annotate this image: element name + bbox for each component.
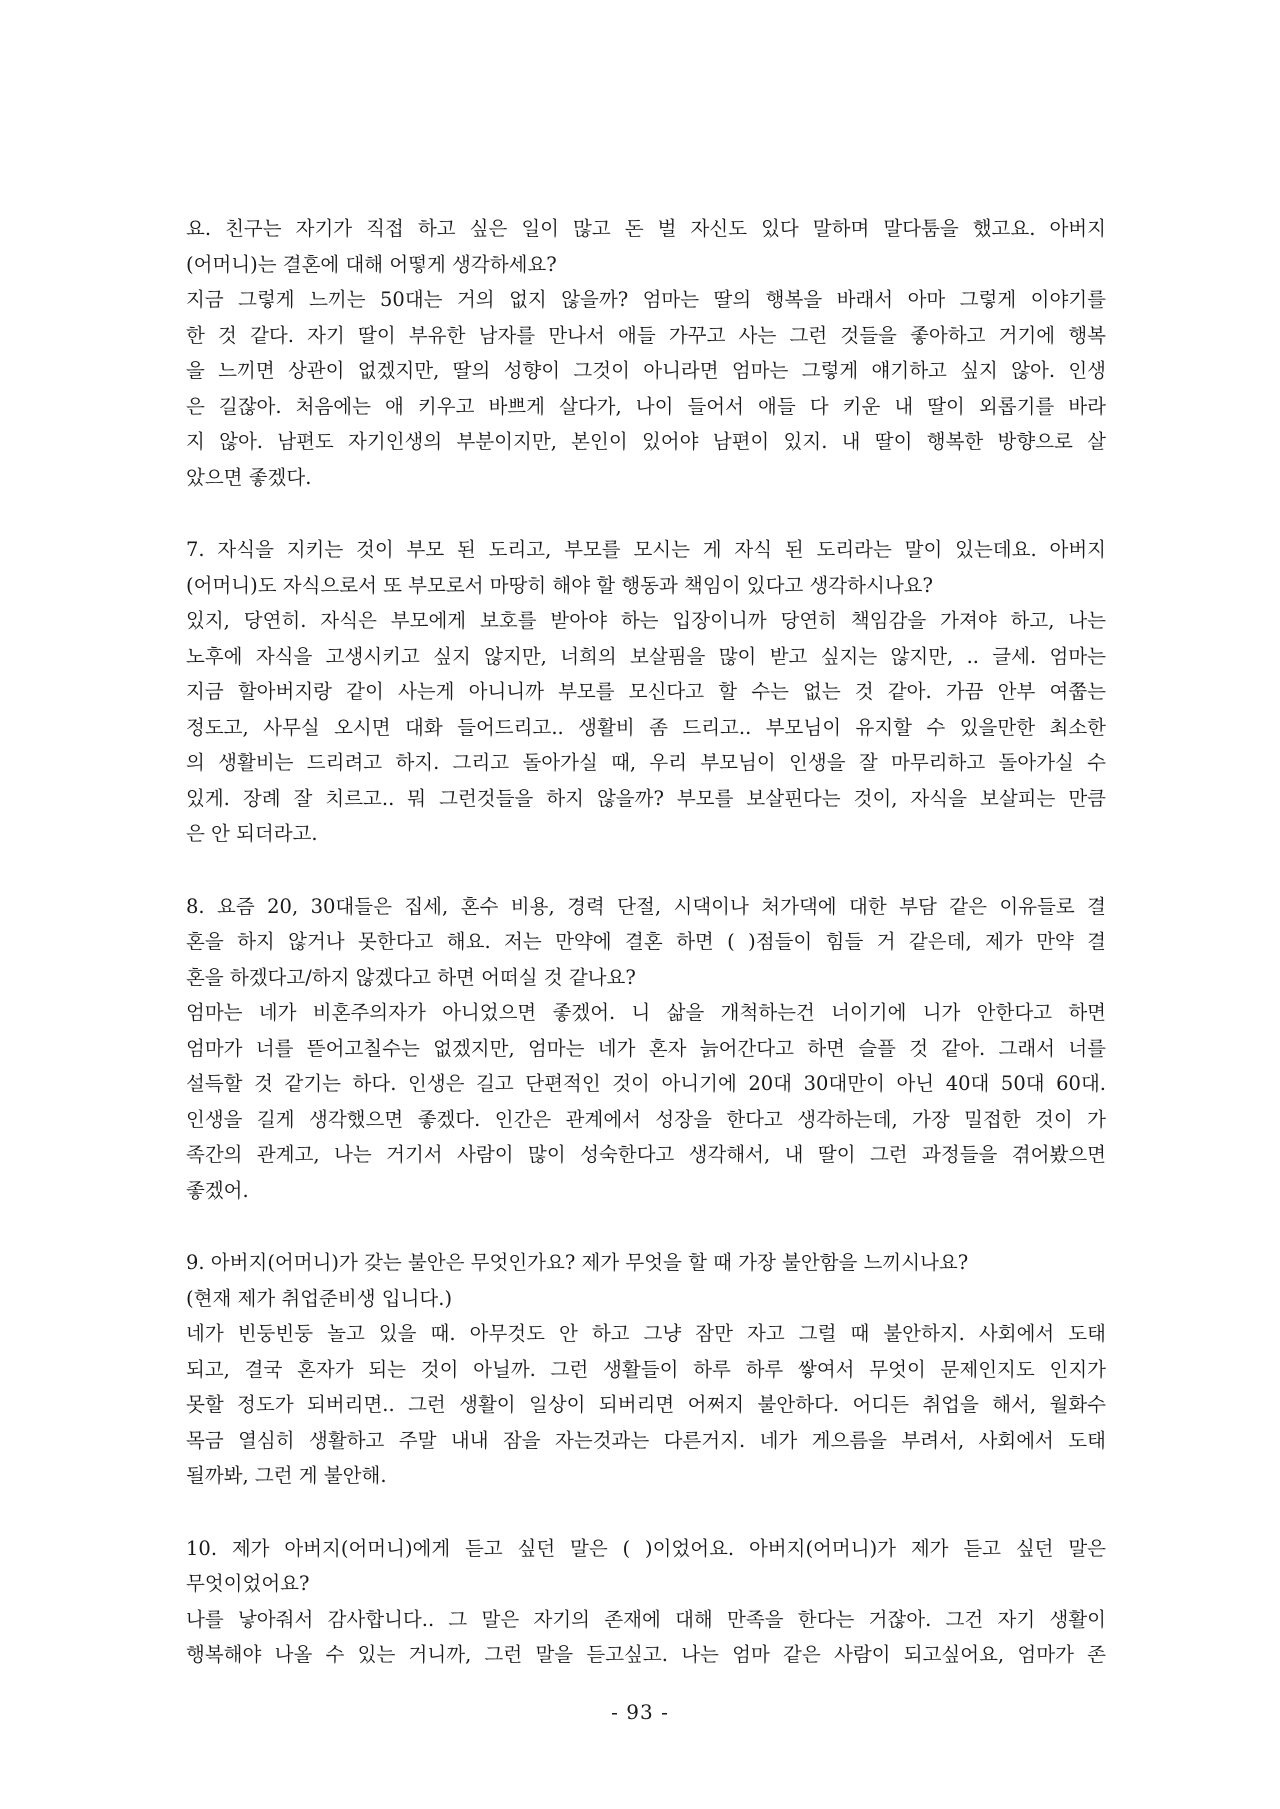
text-line: 요. 친구는 자기가 직접 하고 싶은 일이 많고 돈 벌 자신도 있다 말하며 말다툼을 했고요. 아버지 (186, 217, 1106, 240)
answer-line: 은 안 되더라고. (186, 822, 318, 845)
question-line: 9. 아버지(어머니)가 갖는 불안은 무엇인가요? 제가 무엇을 할 때 가장 불안함을 느끼시나요? (186, 1251, 969, 1274)
question-line: (현재 제가 취업준비생 입니다.) (186, 1286, 453, 1310)
answer-line: 지금 할아버지랑 같이 사는게 아니니까 부모를 모신다고 할 수는 없는 것 같아. 가끔 안부 여쭙는 (186, 680, 1106, 703)
answer-line: 목금 열심히 생활하고 주말 내내 잠을 자는것과는 다른거지. 네가 게으름을 부려서, 사회에서 도태 (186, 1428, 1106, 1452)
question-line: 7. 자식을 지키는 것이 부모 된 도리고, 부모를 모시는 게 자식 된 도리라는 말이 있는데요. 아버지 (186, 538, 1106, 561)
paragraph-gap (186, 1208, 1106, 1245)
question-line: 혼을 하겠다고/하지 않겠다고 하면 어떠실 것 같나요? (186, 965, 636, 989)
paragraph-gap (186, 495, 1106, 532)
answer-line: 좋겠어. (186, 1178, 249, 1202)
answer-line: 있게. 장례 잘 치르고.. 뭐 그런것들을 하지 않을까? 부모를 보살핀다는 것이, 자식을 보살피는 만큼 (186, 786, 1106, 810)
question-line: (어머니)도 자식으로서 또 부모로서 마땅히 해야 할 행동과 책임이 있다고 생각하시나요? (186, 573, 933, 597)
answer-line: 될까봐, 그런 게 불안해. (186, 1464, 387, 1487)
page-number: - 93 - (611, 1700, 669, 1724)
text-line: 았으면 좋겠다. (186, 465, 312, 489)
text-line: (어머니)는 결혼에 대해 어떻게 생각하세요? (186, 252, 557, 276)
document-body (186, 211, 1106, 1673)
question-line: 무엇이었어요? (186, 1572, 310, 1595)
paragraph-gap (186, 852, 1106, 889)
answer-line: 나를 낳아줘서 감사합니다.. 그 말은 자기의 존재에 대해 만족을 한다는 거잖아. 그건 자기 생활이 (186, 1607, 1106, 1631)
answer-line: 행복해야 나올 수 있는 거니까, 그런 말을 듣고싶고. 나는 엄마 같은 사람이 되고싶어요, 엄마가 존 (186, 1643, 1106, 1666)
text-line: 지 않아. 남편도 자기인생의 부분이지만, 본인이 있어야 남편이 있지. 내 딸이 행복한 방향으로 살 (186, 430, 1106, 453)
question-line: 8. 요즘 20, 30대들은 집세, 혼수 비용, 경력 단절, 시댁이나 처가댁에 대한 부담 같은 이유들로 결 (186, 894, 1106, 918)
answer-line: 못할 정도가 되버리면.. 그런 생활이 일상이 되버리면 어쩌지 불안하다. 어디든 취업을 해서, 월화수 (186, 1393, 1106, 1416)
text-line: 을 느끼면 상관이 없겠지만, 딸의 성향이 그것이 아니라면 엄마는 그렇게 얘기하고 싶지 않아. 인생 (186, 359, 1106, 382)
answer-line: 네가 빈둥빈둥 놀고 있을 때. 아무것도 안 하고 그냥 잠만 자고 그럴 때 불안하지. 사회에서 도태 (186, 1322, 1106, 1345)
text-line: 한 것 같다. 자기 딸이 부유한 남자를 만나서 애들 가꾸고 사는 그런 것들을 좋아하고 거기에 행복 (186, 323, 1106, 347)
answer-line: 엄마가 너를 뜯어고칠수는 없겠지만, 엄마는 네가 혼자 늙어간다고 하면 슬플 것 같아. 그래서 너를 (186, 1036, 1106, 1060)
paragraph-q9 (186, 1245, 1106, 1494)
answer-line: 있지, 당연히. 자식은 부모에게 보호를 받아야 하는 입장이니까 당연히 책임감을 가져야 하고, 나는 (186, 609, 1106, 632)
question-line: 혼을 하지 않거나 못한다고 해요. 저는 만약에 결혼 하면 ( )점들이 힘들 거 같은데, 제가 만약 결 (186, 930, 1106, 953)
answer-line: 정도고, 사무실 오시면 대화 들어드리고.. 생활비 좀 드리고.. 부모님이 유지할 수 있을만한 최소한 (186, 715, 1106, 739)
text-line: 은 길잖아. 처음에는 애 키우고 바쁘게 살다가, 나이 들어서 애들 다 키운 내 딸이 외롭기를 바라 (186, 394, 1106, 418)
answer-line: 족간의 관계고, 나는 거기서 사람이 많이 성숙한다고 생각해서, 내 딸이 그런 과정들을 겪어봤으면 (186, 1143, 1106, 1166)
paragraph-q6-continued (186, 211, 1106, 495)
paragraph-q8 (186, 889, 1106, 1209)
paragraph-q10 (186, 1531, 1106, 1673)
answer-line: 되고, 결국 혼자가 되는 것이 아닐까. 그런 생활들이 하루 하루 쌓여서 무엇이 문제인지도 인지가 (186, 1357, 1106, 1381)
question-line: 10. 제가 아버지(어머니)에게 듣고 싶던 말은 ( )이었어요. 아버지(어머니)가 제가 듣고 싶던 말은 (186, 1536, 1106, 1560)
answer-line: 인생을 길게 생각했으면 좋겠다. 인간은 관계에서 성장을 한다고 생각하는데, 가장 밀접한 것이 가 (186, 1107, 1106, 1131)
paragraph-q7 (186, 532, 1106, 852)
answer-line: 노후에 자식을 고생시키고 싶지 않지만, 너희의 보살핌을 많이 받고 싶지는 않지만, .. 글세. 엄마는 (186, 644, 1106, 668)
answer-line: 설득할 것 같기는 하다. 인생은 길고 단편적인 것이 아니기에 20대 30대만이 아닌 40대 50대 60대. (186, 1072, 1106, 1095)
text-line: 지금 그렇게 느끼는 50대는 거의 없지 않을까? 엄마는 딸의 행복을 바래서 아마 그렇게 이야기를 (186, 288, 1106, 311)
answer-line: 의 생활비는 드리려고 하지. 그리고 돌아가실 때, 우리 부모님이 인생을 잘 마무리하고 돌아가실 수 (186, 751, 1106, 774)
paragraph-gap (186, 1494, 1106, 1531)
answer-line: 엄마는 네가 비혼주의자가 아니었으면 좋겠어. 니 삶을 개척하는건 너이기에 니가 안한다고 하면 (186, 1001, 1106, 1024)
